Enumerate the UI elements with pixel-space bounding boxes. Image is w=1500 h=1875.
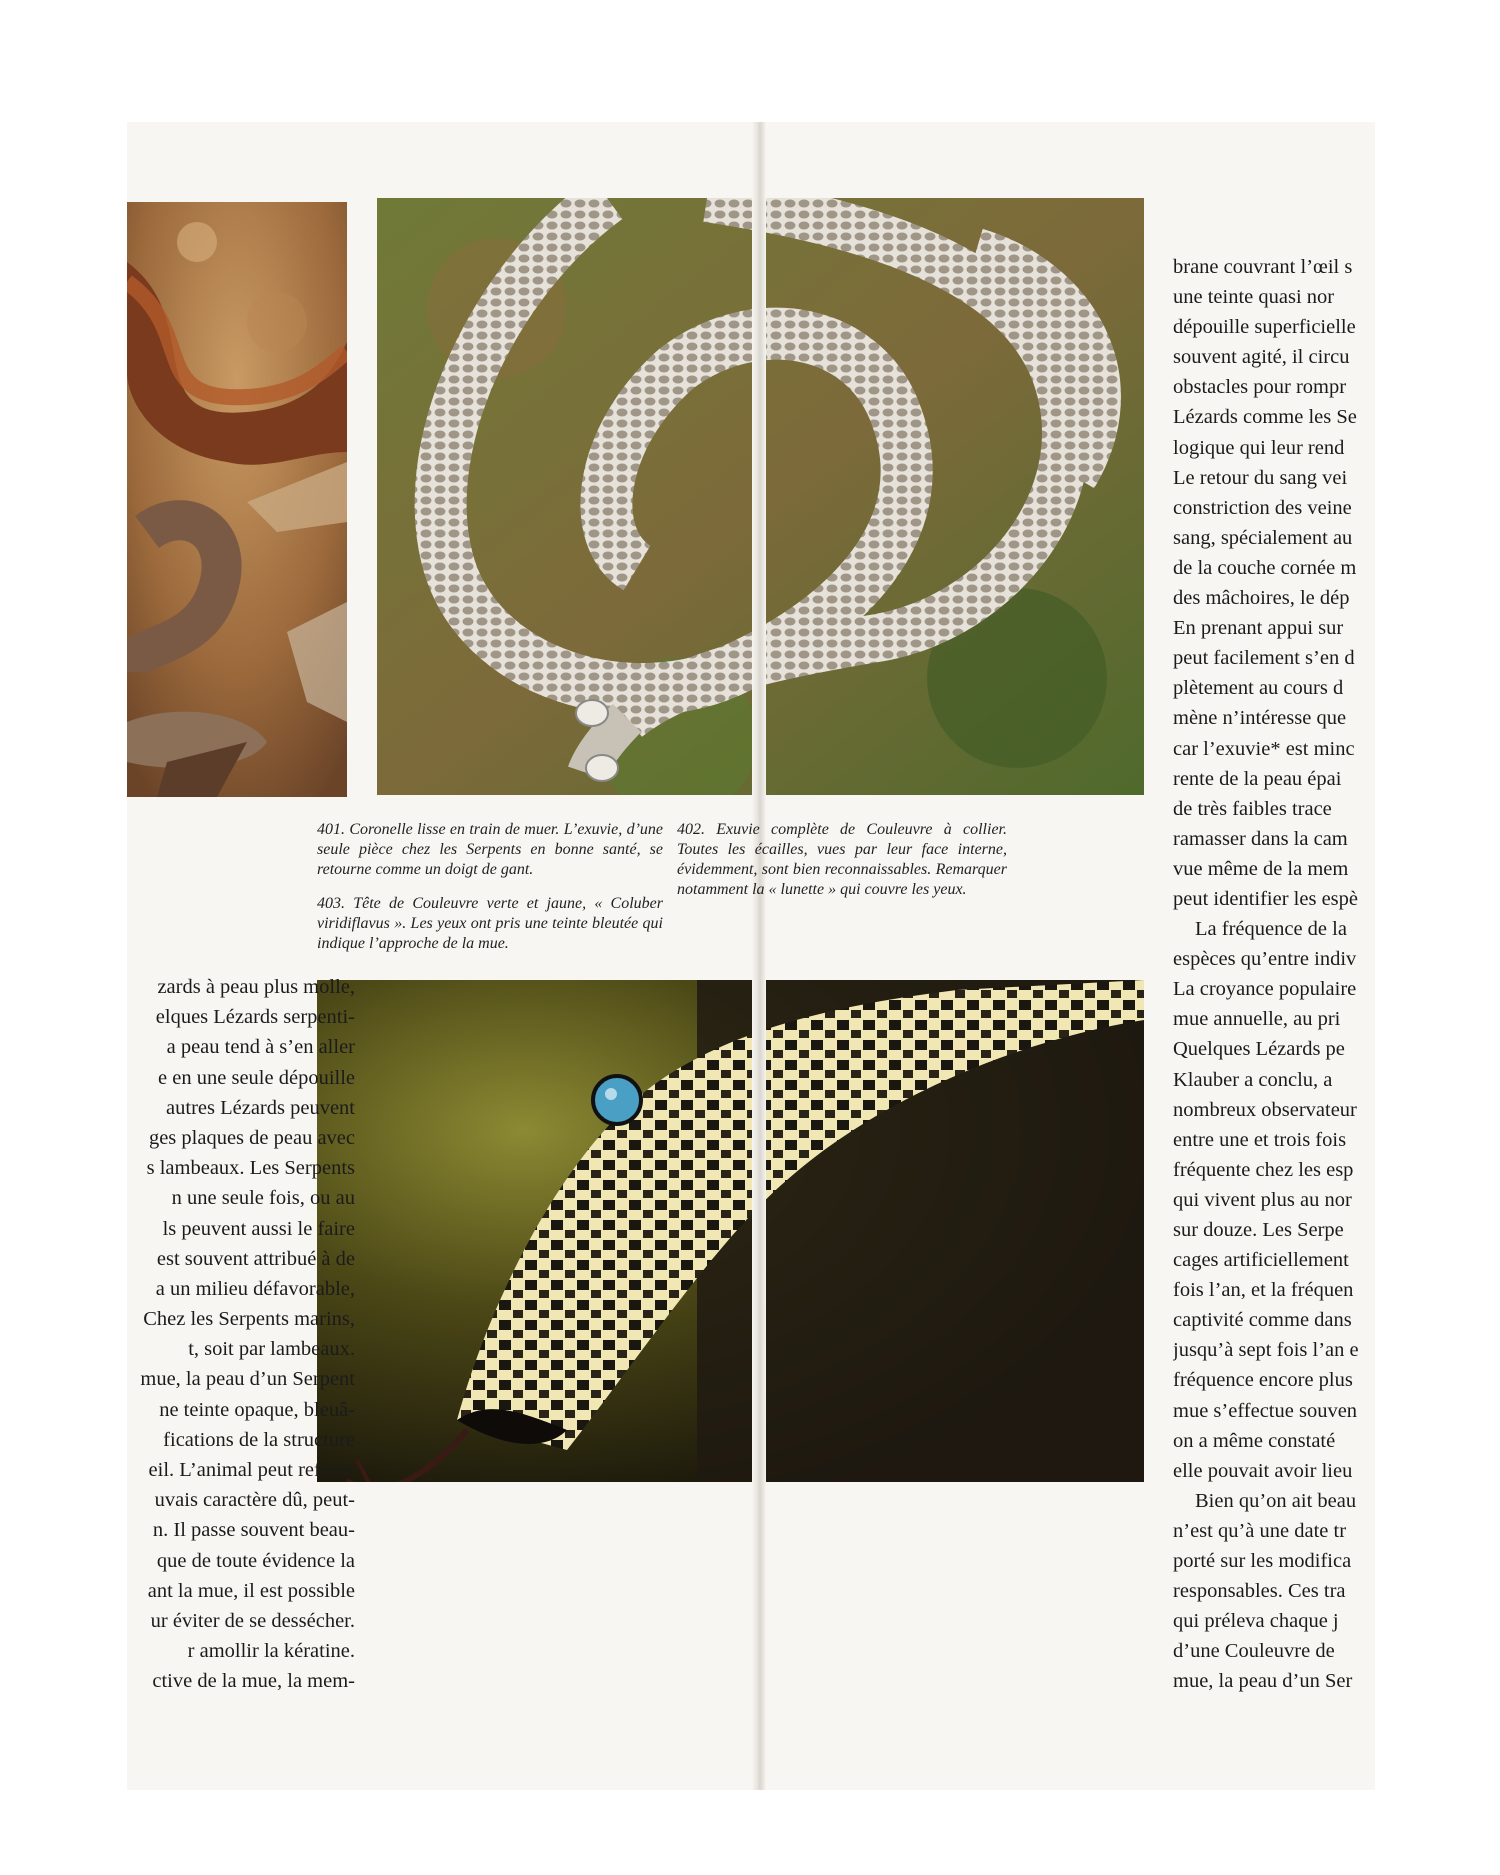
left-column-line: ges plaques de peau avec xyxy=(148,1126,355,1149)
right-column-line: constriction des veine xyxy=(1173,496,1352,519)
left-column-line: Chez les Serpents marins, xyxy=(143,1308,355,1331)
left-column-line: mue, la peau d’un Serpent xyxy=(140,1368,355,1391)
right-column-line: plètement au cours d xyxy=(1173,677,1344,700)
caption-403: 403. Tête de Couleuvre verte et jaune, « Coluber viridiflavus ». Les yeux ont pris une teinte bleutée qui indique l’approche de la mue. xyxy=(317,895,663,952)
right-column-line: Lézards comme les Se xyxy=(1173,406,1357,429)
right-column-line: rente de la peau épai xyxy=(1173,767,1342,790)
left-column-line: e en une seule dépouille xyxy=(158,1066,355,1089)
right-column-line: fréquente chez les esp xyxy=(1173,1158,1354,1181)
right-column-line: cages artificiellement xyxy=(1173,1249,1349,1272)
right-column-line: Bien qu’on ait beau xyxy=(1195,1489,1357,1512)
right-column-line: brane couvrant l’œil s xyxy=(1173,256,1353,278)
right-column-line: Le retour du sang vei xyxy=(1173,466,1348,489)
right-column-line: jusqu’à sept fois l’an e xyxy=(1173,1339,1359,1362)
right-column-line: porté sur les modifica xyxy=(1173,1550,1352,1573)
right-column-line: dépouille superficielle xyxy=(1173,316,1356,339)
photo-coronelle-shedding xyxy=(127,202,347,797)
photo-couleuvre-verte-et-jaune xyxy=(317,980,1144,1482)
right-column-line: souvent agité, il circu xyxy=(1173,346,1350,369)
left-column-line: uvais caractère dû, peut- xyxy=(154,1489,355,1512)
left-column-line: r amollir la kératine. xyxy=(187,1640,355,1663)
right-column-line: mue, la peau d’un Ser xyxy=(1173,1670,1353,1693)
right-column-line: qui vivent plus au nor xyxy=(1173,1188,1352,1211)
right-column-line: mue s’effectue souven xyxy=(1173,1399,1358,1422)
right-column-line: responsables. Ces tra xyxy=(1173,1580,1346,1603)
caption-401: 401. Coronelle lisse en train de muer. L’exuvie, d’une seule pièce chez les Serpents en bonne santé, se retourne comme un doigt de gant. xyxy=(317,821,663,878)
book-spread xyxy=(127,122,1375,1790)
right-column-line: car l’exuvie* est minc xyxy=(1173,737,1355,760)
right-column-line: n’est qu’à une date tr xyxy=(1173,1519,1347,1542)
right-column-line: de très faibles trace xyxy=(1173,797,1332,820)
left-column-text xyxy=(127,972,355,1697)
left-column-line: ant la mue, il est possible xyxy=(147,1579,355,1602)
right-column-line: peut facilement s’en d xyxy=(1173,647,1355,670)
caption-402: 402. Exuvie complète de Couleuvre à collier. Toutes les écailles, vues par leur face interne, évidemment, sont bien reconnaissables. Remarquer notamment la « lunette » qui couvre les yeux. xyxy=(677,821,1007,898)
right-column-line: qui préleva chaque j xyxy=(1173,1610,1339,1633)
left-column-line: zards à peau plus molle, xyxy=(157,976,355,998)
right-column-line: elle pouvait avoir lieu xyxy=(1173,1459,1353,1482)
left-column-line: elques Lézards serpenti- xyxy=(155,1006,355,1029)
right-column-line: vue même de la mem xyxy=(1173,857,1349,880)
left-column-line: autres Lézards peuvent xyxy=(166,1096,355,1119)
left-column-line: ctive de la mue, la mem- xyxy=(152,1670,355,1693)
left-column-line: ne teinte opaque, bleuâ- xyxy=(159,1398,355,1421)
left-column-line: n. Il passe souvent beau- xyxy=(152,1519,355,1542)
right-column-line: captivité comme dans xyxy=(1173,1309,1352,1332)
left-column-line: s lambeaux. Les Serpents xyxy=(146,1157,355,1180)
right-column-line: mène n’intéresse que xyxy=(1173,707,1347,730)
right-column-line: espèces qu’entre indiv xyxy=(1173,948,1357,971)
left-column-line: que de toute évidence la xyxy=(156,1549,355,1572)
right-column-line: fois l’an, et la fréquen xyxy=(1173,1279,1354,1302)
book-gutter xyxy=(752,122,766,1790)
right-column-line: Klauber a conclu, a xyxy=(1173,1068,1333,1091)
right-column-text xyxy=(1173,252,1375,1697)
left-column-line: t, soit par lambeaux. xyxy=(188,1338,355,1361)
right-column-line: La croyance populaire xyxy=(1173,978,1357,1001)
left-column-line: n une seule fois, ou au xyxy=(171,1187,355,1210)
right-column-line: nombreux observateur xyxy=(1173,1098,1357,1121)
right-column-line: La fréquence de la xyxy=(1195,918,1347,941)
right-column-line: de la couche cornée m xyxy=(1173,556,1357,579)
right-column-line: Quelques Lézards pe xyxy=(1173,1038,1345,1061)
left-column-line: a peau tend à s’en aller xyxy=(166,1036,355,1059)
right-column-line: sang, spécialement au xyxy=(1173,526,1353,549)
right-column-line: entre une et trois fois xyxy=(1173,1128,1347,1151)
left-column-line: ur éviter de se dessécher. xyxy=(150,1609,355,1632)
right-column-line: des mâchoires, le dép xyxy=(1173,587,1350,610)
left-column-line: est souvent attribué à de xyxy=(156,1247,355,1270)
right-column-line: peut identifier les espè xyxy=(1173,887,1359,910)
right-column-line: logique qui leur rend xyxy=(1173,436,1345,459)
left-column-line: a un milieu défavorable, xyxy=(155,1277,355,1300)
right-column-line: on a même constaté xyxy=(1173,1429,1336,1452)
right-column-line: une teinte quasi nor xyxy=(1173,286,1335,309)
right-column-line: ramasser dans la cam xyxy=(1173,827,1348,850)
right-column-line: d’une Couleuvre de xyxy=(1173,1640,1335,1663)
right-column-line: obstacles pour rompr xyxy=(1173,376,1347,399)
right-column-line: sur douze. Les Serpe xyxy=(1173,1219,1344,1241)
right-column-line: En prenant appui sur xyxy=(1173,617,1344,640)
right-column-line: fréquence encore plus xyxy=(1173,1369,1353,1392)
left-column-line: fications de la structure xyxy=(163,1428,355,1451)
left-column-line: eil. L’animal peut refuser xyxy=(148,1459,355,1481)
left-column-line: ls peuvent aussi le faire xyxy=(162,1217,355,1240)
right-column-line: mue annuelle, au pri xyxy=(1173,1008,1341,1031)
